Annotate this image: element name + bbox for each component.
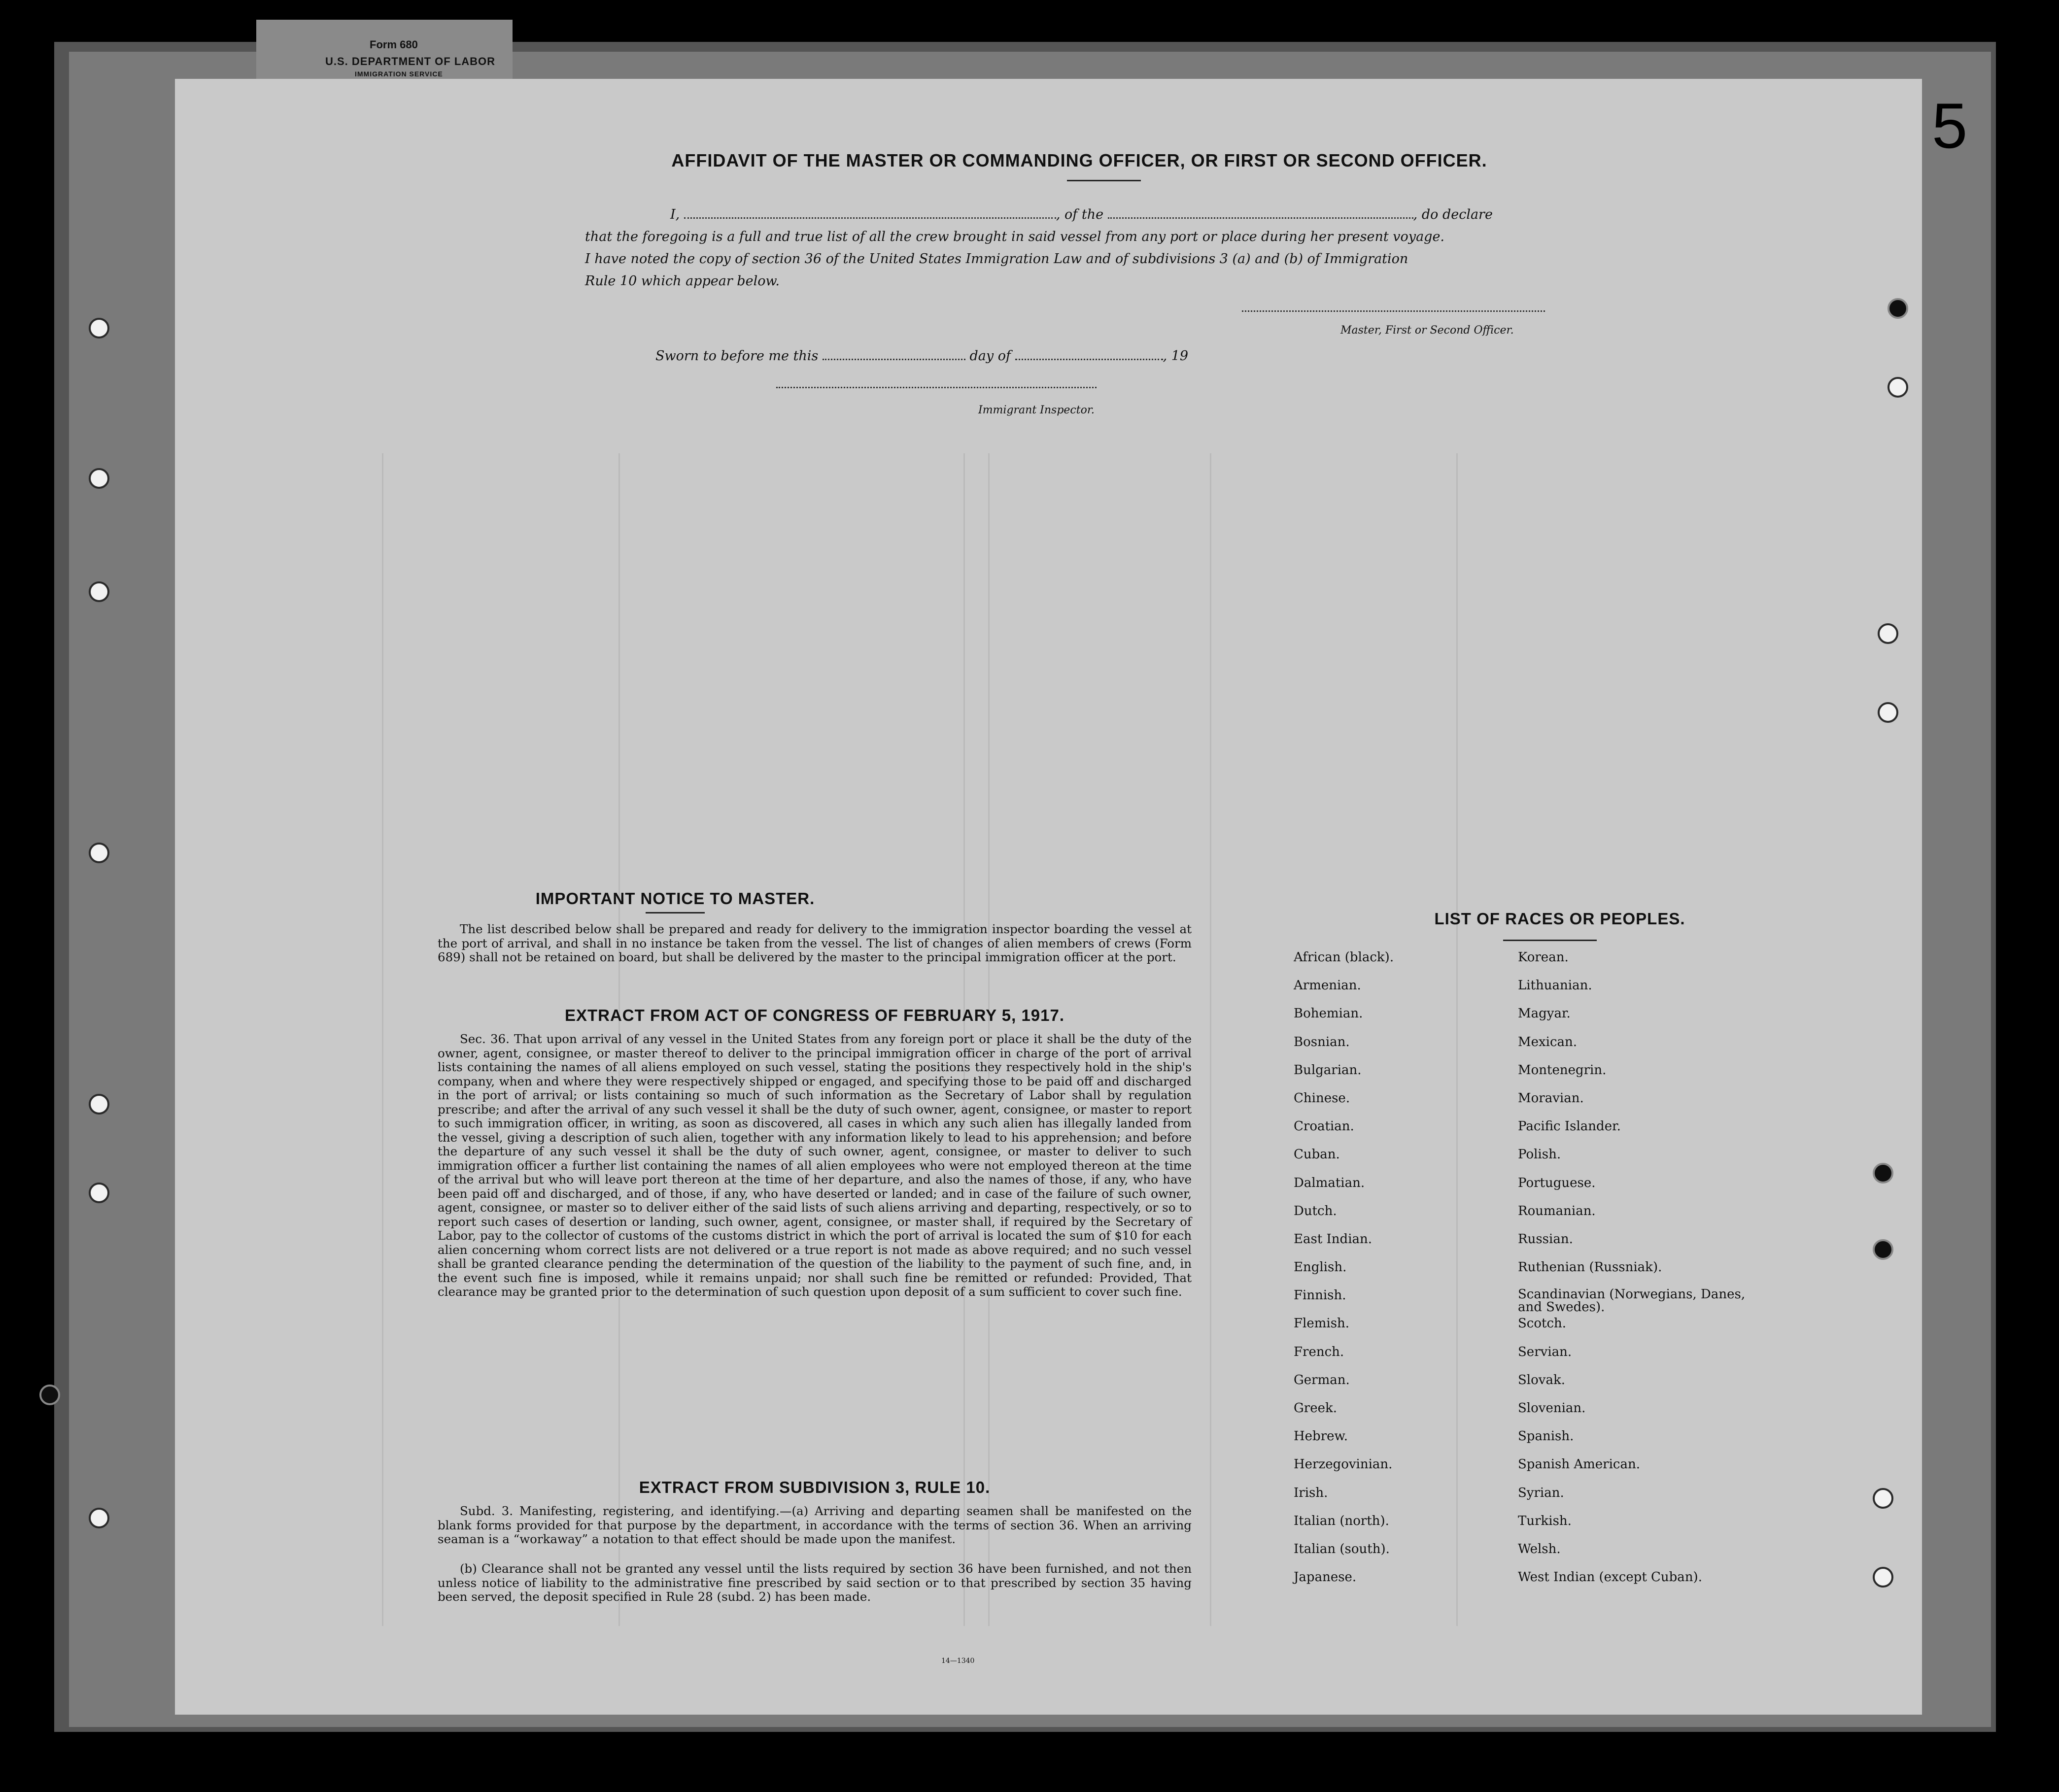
race-item: Pacific Islander. [1518, 1119, 1621, 1134]
declaration-line-2: that the foregoing is a full and true list of all the crew brought in said vessel from any port or place during her present voyage. [585, 229, 1445, 244]
race-item: East Indian. [1294, 1231, 1373, 1247]
race-item: Scandinavian (Norwegians, Danes, and Swedes). [1518, 1287, 1746, 1315]
race-item: African (black). [1294, 950, 1394, 965]
races-title-underline [1503, 940, 1597, 941]
race-item: Finnish. [1294, 1288, 1346, 1303]
punch-hole [89, 581, 109, 602]
punch-hole [1887, 298, 1908, 319]
race-item: Moravian. [1518, 1090, 1584, 1106]
race-item: Scotch. [1518, 1316, 1567, 1331]
punch-hole [89, 1183, 109, 1203]
race-item: Italian (north). [1294, 1513, 1389, 1528]
punch-hole [89, 843, 109, 863]
races-column-2 [1518, 950, 1750, 1598]
master-caption: Master, First or Second Officer. [1340, 324, 1514, 337]
race-item: Lithuanian. [1518, 978, 1592, 993]
punch-hole [89, 318, 109, 338]
races-title: LIST OF RACES OR PEOPLES. [1434, 910, 1685, 928]
race-item: Korean. [1518, 950, 1569, 965]
race-item: Armenian. [1294, 978, 1361, 993]
day-blank[interactable] [823, 350, 965, 360]
race-item: Chinese. [1294, 1090, 1350, 1106]
race-item: Spanish American. [1518, 1457, 1641, 1472]
rule-text-b: (b) Clearance shall not be granted any vessel until the lists required by section 36 have been furnished, and not then unless notice of liability to the administrative fine prescribed by said section or to that prescribed by section 35 having been served, the deposit specified in Rule 28 (subd. 2) has been made. [438, 1561, 1192, 1604]
bleed-column-line [382, 453, 383, 1626]
race-item: Bosnian. [1294, 1034, 1350, 1049]
act-title: EXTRACT FROM ACT OF CONGRESS OF FEBRUARY 5, 1917. [564, 1006, 1065, 1024]
race-item: Spanish. [1518, 1429, 1574, 1444]
race-item: Dalmatian. [1294, 1175, 1365, 1190]
sworn-text: Sworn to before me this [655, 348, 819, 364]
punch-hole [89, 468, 109, 489]
declaration-i: I, [670, 207, 680, 222]
declaration-line-4: Rule 10 which appear below. [585, 273, 780, 289]
declaration-of-the: , of the [1056, 207, 1104, 222]
vessel-blank[interactable] [1108, 208, 1413, 219]
race-item: Bohemian. [1294, 1006, 1363, 1021]
service-name: IMMIGRATION SERVICE [355, 70, 443, 78]
punch-hole [1873, 1567, 1893, 1588]
inspector-caption: Immigrant Inspector. [978, 404, 1095, 416]
month-blank[interactable] [1015, 350, 1163, 360]
print-code: 14—1340 [941, 1657, 975, 1665]
title-underline [1067, 180, 1141, 181]
punch-hole [39, 1385, 60, 1405]
name-blank[interactable] [684, 208, 1056, 219]
race-item: English. [1294, 1260, 1347, 1275]
race-item: Greek. [1294, 1401, 1337, 1416]
race-item: Roumanian. [1518, 1203, 1596, 1218]
race-item: German. [1294, 1372, 1350, 1387]
race-item: Japanese. [1294, 1570, 1357, 1585]
race-item: Servian. [1518, 1344, 1572, 1359]
race-item: Hebrew. [1294, 1429, 1348, 1444]
race-item: Slovak. [1518, 1372, 1565, 1387]
department-name: U.S. DEPARTMENT OF LABOR [325, 55, 496, 68]
race-item: Irish. [1294, 1485, 1328, 1500]
race-item: French. [1294, 1344, 1344, 1359]
races-column-1 [1294, 950, 1506, 1598]
sworn-year: , 19 [1163, 348, 1189, 364]
race-item: Montenegrin. [1518, 1062, 1607, 1078]
race-item: Dutch. [1294, 1203, 1337, 1218]
race-item: Syrian. [1518, 1485, 1564, 1500]
punch-hole [1887, 377, 1908, 398]
race-item: Herzegovinian. [1294, 1457, 1393, 1472]
declaration-line-1 [670, 207, 1493, 222]
declaration-line-3: I have noted the copy of section 36 of the United States Immigration Law and of subdivisions 3 (a) and (b) of Immigration [585, 251, 1408, 267]
rule-title: EXTRACT FROM SUBDIVISION 3, RULE 10. [639, 1478, 991, 1496]
race-item: Mexican. [1518, 1034, 1578, 1049]
affidavit-title: AFFIDAVIT OF THE MASTER OR COMMANDING OFFICER, OR FIRST OR SECOND OFFICER. [671, 150, 1487, 170]
punch-hole [89, 1508, 109, 1528]
sworn-day-of: day of [969, 348, 1011, 364]
punch-hole [1873, 1163, 1893, 1183]
race-item: Russian. [1518, 1231, 1573, 1247]
race-item: Magyar. [1518, 1006, 1571, 1021]
race-item: Portuguese. [1518, 1175, 1596, 1190]
punch-hole [1878, 702, 1898, 723]
punch-hole [1873, 1488, 1893, 1509]
master-signature-line[interactable] [1242, 310, 1545, 312]
declaration-do-declare: , do declare [1413, 207, 1493, 222]
race-item: Turkish. [1518, 1513, 1572, 1528]
notice-text: The list described below shall be prepared and ready for delivery to the immigration inspector boarding the vessel at the port of arrival, and shall in no instance be taken from the vessel. The list of changes of alien members of crews (Form 689) shall not be retained on board, but shall be delivered by the master to the principal immigration officer at the port. [438, 922, 1192, 964]
affidavit-page [175, 79, 1922, 1715]
race-item: Polish. [1518, 1147, 1561, 1162]
punch-hole [1873, 1239, 1893, 1260]
punch-hole [89, 1094, 109, 1115]
race-item: Croatian. [1294, 1119, 1354, 1134]
bleed-column-line [1210, 453, 1211, 1626]
race-item: Slovenian. [1518, 1401, 1586, 1416]
race-item: Ruthenian (Russniak). [1518, 1260, 1662, 1275]
race-item: West Indian (except Cuban). [1518, 1570, 1702, 1585]
form-number: Form 680 [370, 38, 418, 51]
inspector-signature-line[interactable] [776, 387, 1097, 388]
act-text: Sec. 36. That upon arrival of any vessel in the United States from any foreign port or place it shall be the duty of the owner, agent, consignee, or master thereof to deliver to the principal immigration officer in charge of the port of arrival lists containing the names of all aliens employed on such vessel, stating the positions they respectively hold in the ship's company, when and where they were respectively shipped or engaged, and specifying those to be paid off and discharged in the port of arrival; or lists containing so much of such information as the Secretary of Labor shall by regulation prescribe; and after the arrival of any such vessel it shall be the duty of such owner, agent, consignee, or master to report to such immigration officer, in writing, as soon as discovered, all cases in which any such alien has illegally landed from the vessel, giving a description of such alien, together with any information likely to lead to his apprehension; and before the departure of any such vessel it shall be the duty of such owner, agent, consignee, or master to deliver to such immigration officer a further list containing the names of all alien employees who were not employed thereon at the time of the arrival but who will leave port thereon at the time of her departure, and also the names of those, if any, who have been paid off and discharged, and of those, if any, who have deserted or landed; and in case of the failure of such owner, agent, consignee, or master so to deliver either of the said lists of such aliens arriving and departing, respectively, or so to report such cases of desertion or landing, such owner, agent, consignee, or master shall, if required by the Secretary of Labor, pay to the collector of customs of the customs district in which the port of arrival is located the sum of $10 for each alien concerning whom correct lists are not delivered or a true report is not made as above required; and no such vessel shall be granted clearance pending the determination of the question of the liability to the payment of such fine, and, in the event such fine is imposed, while it remains unpaid; nor shall such fine be remitted or refunded: Provided, That clearance may be granted prior to the determination of such question upon deposit of a sum sufficient to cover such fine. [438, 1032, 1192, 1299]
race-item: Cuban. [1294, 1147, 1340, 1162]
race-item: Italian (south). [1294, 1541, 1390, 1556]
rule-text-a: Subd. 3. Manifesting, registering, and identifying.—(a) Arriving and departing seamen shall be manifested on the blank forms provided for that purpose by the department, in accordance with the terms of section 36. When an arriving seaman is a “workaway” a notation to that effect should be made upon the manifest. [438, 1504, 1192, 1546]
punch-hole [1878, 623, 1898, 644]
sworn-line [655, 348, 1188, 364]
race-item: Welsh. [1518, 1541, 1561, 1556]
race-item: Flemish. [1294, 1316, 1350, 1331]
margin-mark: 5 [1932, 90, 1968, 162]
race-item: Bulgarian. [1294, 1062, 1362, 1078]
notice-title: IMPORTANT NOTICE TO MASTER. [535, 889, 815, 908]
notice-title-underline [646, 912, 705, 913]
